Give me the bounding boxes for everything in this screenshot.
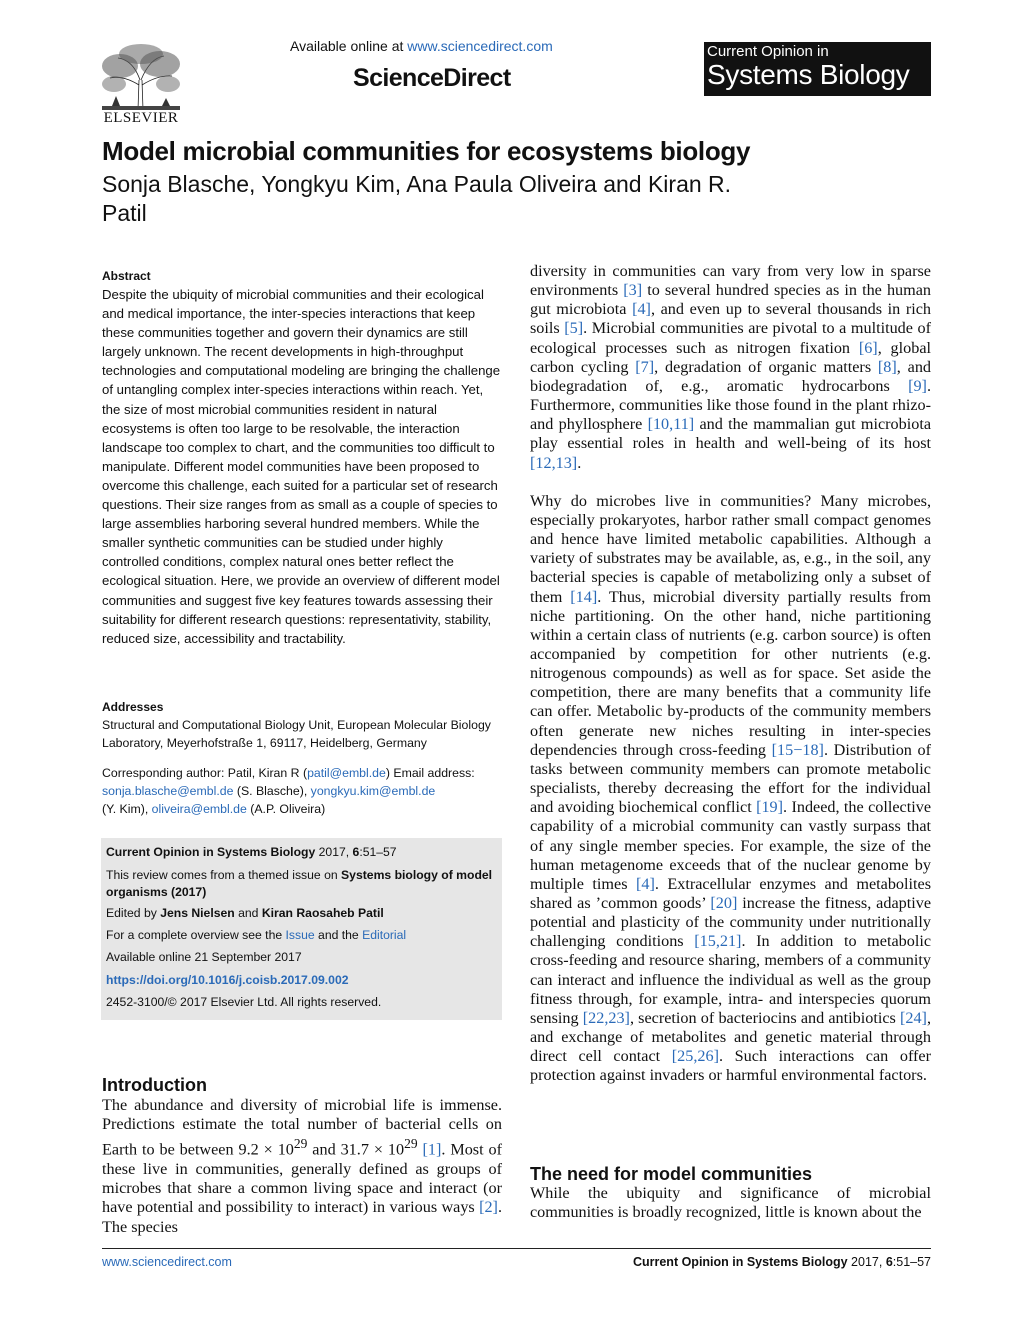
info-overview-prefix: For a complete overview see the xyxy=(106,928,286,942)
info-year: 2017, xyxy=(315,845,353,859)
body-text-segment: . In addition to metabolic cross-feeding and resource sharing, members of a community can interact and influence the individual as well as the group fitness through, for example, intra- and interspecies quorum sensing xyxy=(530,932,932,1027)
info-journal: Current Opinion in Systems Biology xyxy=(106,845,316,859)
oliveira-name: (A.P. Oliveira) xyxy=(246,802,326,816)
footer-url-link[interactable]: www.sciencedirect.com xyxy=(102,1255,232,1269)
body-paragraph xyxy=(530,262,931,473)
email-patil-link[interactable]: patil@embl.de xyxy=(307,766,386,780)
footer-divider xyxy=(102,1248,931,1249)
body-text-segment: , global carbon cycling xyxy=(530,338,931,376)
intro-sup2: 29 xyxy=(404,1136,418,1152)
addresses-heading: Addresses xyxy=(102,700,164,714)
info-theme-prefix: This review comes from a themed issue on xyxy=(106,868,342,882)
body-text-segment: , degradation of organic matters xyxy=(654,357,878,376)
email-kim-link[interactable]: yongkyu.kim@embl.de xyxy=(310,784,436,798)
footer-year: 2017, xyxy=(847,1255,886,1269)
sciencedirect-url-link[interactable]: www.sciencedirect.com xyxy=(407,38,553,54)
body-text-segment: to several hundred species as in the human gut microbiota xyxy=(530,281,931,319)
footer-url xyxy=(102,1255,232,1269)
info-editor2: Kiran Raosaheb Patil xyxy=(261,906,384,920)
footer-journal: Current Opinion in Systems Biology xyxy=(632,1255,848,1269)
footer-citation xyxy=(633,1255,931,1269)
body-text-segment: increase the fitness, adaptive potential and plasticity of the community under nutritionally challenging conditions xyxy=(530,894,932,951)
citation-link[interactable]: [8] xyxy=(877,357,897,376)
info-editors xyxy=(106,905,498,922)
info-citation xyxy=(106,844,498,861)
citation-link[interactable]: [4] xyxy=(632,300,651,319)
body-text-segment: and the mammalian gut microbiota play essential roles in health and well-being of its host xyxy=(530,415,932,453)
info-copyright: 2452-3100/© 2017 Elsevier Ltd. All rights reserved. xyxy=(106,995,382,1009)
citation-link[interactable]: [22,23] xyxy=(582,1008,630,1027)
body-text-segment: Why do microbes live in communities? Many microbes, especially prokaryotes, harbor rather small compact genomes and hence have limited metabolic capabilities. Although a variety of substrates may be available, as, e.g., in the soil, any bacterial species is capable of metabolizing only a subset of them xyxy=(530,491,931,606)
info-overview-mid: and the xyxy=(314,928,363,942)
info-pages: :51–57 xyxy=(359,845,397,859)
body-text-segment: , secretion of bacteriocins and antibiotics xyxy=(629,1008,900,1027)
body-text-segment: . Such interactions can offer protection against invaders or harmful environmental factors. xyxy=(530,1047,932,1085)
info-theme xyxy=(106,867,498,901)
article-title: Model microbial communities for ecosystems biology xyxy=(102,136,751,166)
citation-link[interactable]: [15−18] xyxy=(771,740,824,759)
body-text-segment: . xyxy=(577,453,582,472)
sciencedirect-brand: ScienceDirect xyxy=(353,64,511,92)
body-text-segment: , and biodegradation of, e.g., aromatic hydrocarbons xyxy=(530,357,932,395)
info-overview xyxy=(106,927,498,944)
right-column-body xyxy=(530,262,931,1105)
citation-link[interactable]: [3] xyxy=(623,281,643,300)
intro-t1: The abundance and diversity of microbial life is immense. Predictions estimate the total number of bacterial cells on Earth to be between 9.2 × 10 xyxy=(102,1096,502,1159)
citation-link[interactable]: [24] xyxy=(899,1008,927,1027)
doi-link[interactable]: https://doi.org/10.1016/j.coisb.2017.09.002 xyxy=(106,973,349,987)
citation-link[interactable]: [14] xyxy=(570,587,598,606)
citation-link[interactable]: [12,13] xyxy=(530,453,578,472)
citation-link[interactable]: [10,11] xyxy=(647,415,695,434)
journal-title-line2: Systems Biology xyxy=(707,59,910,90)
need-section-text: While the ubiquity and significance of microbial communities is broadly recognized, little is known about the xyxy=(530,1184,931,1222)
corresponding-prefix: Corresponding author: Patil, Kiran R ( xyxy=(102,766,308,780)
info-edited-prefix: Edited by xyxy=(106,906,161,920)
email-blasche-link[interactable]: sonja.blasche@embl.de xyxy=(102,784,234,798)
body-text-segment: . Indeed, the collective capability of a microbial community can vastly surpass that of any single member species. For example, the size of the human metagenome exceeds that of the nuclear genome by multiple times xyxy=(530,798,931,893)
abstract-heading: Abstract xyxy=(102,269,151,283)
abstract-text: Despite the ubiquity of microbial communities and their ecological and medical importance, the inter-species interactions that keep these communities together and govern their dynamics are still largely unknown. The recent developments in high-throughput technologies and computational modeling are bringing the challenge of untangling complex inter-species interactions within reach. Yet, the size of most microbial communities resident in natural ecosystems is often too large to be resolvable, the interaction landscape too complex to chart, and the communities too difficult to manipulate. Different model communities have been proposed to overcome this challenge, each suited for a particular set of research questions. Their size ranges from as small as a couple of species to large assemblies harboring several hundred members. While the smaller synthetic communities can be studied under highly controlled conditions, complex natural ones better reflect the ecological situation. Here, we provide an overview of different model communities and suggest five key features towards assessing their suitability for different research questions: representativity, stability, reduced size, accessibility and tractability. xyxy=(102,287,501,646)
citation-link[interactable]: [5] xyxy=(564,319,584,338)
editorial-link[interactable]: Editorial xyxy=(362,928,407,942)
intro-sup1: 29 xyxy=(293,1136,308,1152)
publisher-name: ELSEVIER xyxy=(103,110,179,126)
article-info-box xyxy=(101,838,502,1020)
body-paragraph xyxy=(530,492,931,1086)
info-available: Available online 21 September 2017 xyxy=(106,950,302,964)
available-prefix: Available online at xyxy=(290,38,408,54)
body-text-segment: . Microbial communities are pivotal to a multitude of ecological processes such as nitrogen fixation xyxy=(530,319,931,357)
body-text-segment: . Thus, microbial diversity partially results from niche partitioning. On the other hand, niche partitioning within a certain class of nutrients (e.g. carbon source) is often accompanied by competition for other nutrients (e.g. nitrogenous compounds) as well as for space. Set aside the competition, there are many benefits that a community life can offer. Metabolic by-products of the community members often generate new niches resulting in inter-species dependencies through cross-feeding xyxy=(530,587,931,759)
email-oliveira-link[interactable]: oliveira@embl.de xyxy=(151,802,247,816)
body-text-segment: , and exchange of metabolites and genetic material through direct cell contact xyxy=(530,1008,931,1066)
citation-link[interactable]: [6] xyxy=(858,338,878,357)
citation-link[interactable]: [7] xyxy=(635,357,655,376)
journal-logo-box xyxy=(704,42,931,96)
info-and: and xyxy=(234,906,262,920)
body-text-segment: . Extracellular enzymes and metabolites shared as ’common goods’ xyxy=(530,874,931,912)
available-online-line xyxy=(290,38,553,54)
introduction-text xyxy=(102,1096,502,1237)
blasche-name: (S. Blasche), xyxy=(233,784,311,798)
body-text-segment: diversity in communities can vary from very low in sparse environments xyxy=(530,262,931,300)
body-text-segment: . Distribution of tasks between community members can promote metabolic specialists, thereby decreasing the effort for the individual and avoiding biochemical conflict xyxy=(530,740,931,817)
intro-t4: . Most of these live in communities, generally defined as groups of microbes that share a common living space and interact (or have potential and possibility to interact) in various ways xyxy=(102,1140,502,1217)
body-text-segment: . Furthermore, communities like those found in the plant rhizo- and phyllosphere xyxy=(530,376,931,434)
citation-link[interactable]: [4] xyxy=(635,874,655,893)
intro-t2: and 31.7 × 10 xyxy=(307,1140,405,1159)
citation-link[interactable]: [2] xyxy=(479,1198,498,1217)
citation-link[interactable]: [25,26] xyxy=(671,1047,719,1066)
issue-link[interactable]: Issue xyxy=(285,928,315,942)
introduction-heading: Introduction xyxy=(102,1075,207,1095)
info-volume: 6 xyxy=(352,845,360,859)
body-text-segment: , and even up to several thousands in rich soils xyxy=(530,300,931,338)
corresponding-mid: ) Email address: xyxy=(385,766,475,780)
section-heading-need-for-model-communities: The need for model communities xyxy=(530,1164,813,1184)
info-editor1: Jens Nielsen xyxy=(160,906,235,920)
footer-pages: :51–57 xyxy=(892,1255,931,1269)
addresses-text: Structural and Computational Biology Unit, European Molecular Biology Laboratory, Meyerhofstraße 1, 69117, Heidelberg, Germany xyxy=(102,718,491,750)
footer-volume: 6 xyxy=(885,1255,893,1269)
citation-link[interactable]: [9] xyxy=(908,376,927,395)
info-doi xyxy=(106,972,498,989)
citation-link[interactable]: [15,21] xyxy=(694,932,742,951)
citation-link[interactable]: [19] xyxy=(756,798,784,817)
article-authors: Sonja Blasche, Yongkyu Kim, Ana Paula Oliveira and Kiran R. Patil xyxy=(102,171,732,226)
info-theme-title: Systems biology of model organisms (2017) xyxy=(106,868,493,899)
journal-title-line1: Current Opinion in xyxy=(707,43,829,60)
kim-name: (Y. Kim), xyxy=(102,802,152,816)
citation-link[interactable]: [20] xyxy=(710,894,738,912)
citation-link[interactable]: [1] xyxy=(422,1140,442,1159)
corresponding-author xyxy=(102,764,502,818)
intro-t5: . The species xyxy=(102,1198,502,1236)
